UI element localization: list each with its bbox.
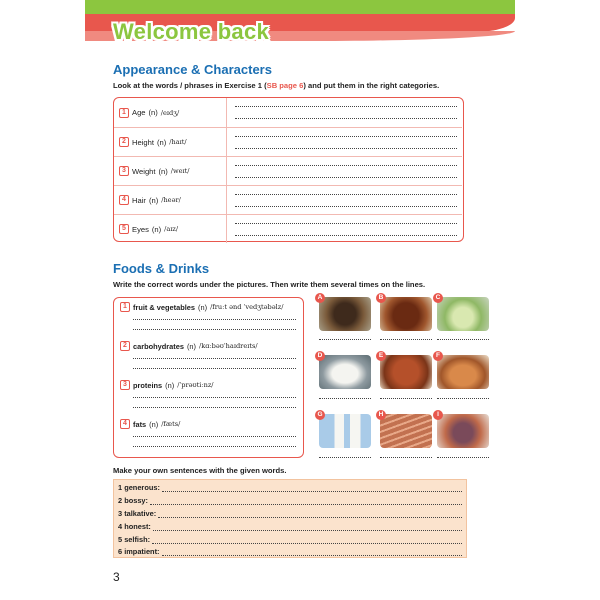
sentence-line[interactable]: 1 generous: (118, 483, 462, 492)
picture-answer-line[interactable] (319, 398, 371, 399)
picture-label-e: E (376, 351, 386, 361)
picture-label-a: A (315, 293, 325, 303)
picture-label-g: G (315, 410, 325, 420)
picture-answer-line[interactable] (437, 398, 489, 399)
food-picture-h (380, 414, 432, 448)
appearance-section-title: Appearance & Characters (113, 62, 272, 77)
appearance-table (113, 97, 464, 242)
sb-page-reference: SB page 6 (266, 81, 304, 90)
food-item: 4 fats (n) /fæts/ (120, 419, 180, 429)
answer-line[interactable] (235, 136, 457, 137)
picture-answer-line[interactable] (319, 457, 371, 458)
sentences-instruction: Make your own sentences with the given words. (113, 466, 287, 475)
page-number: 3 (113, 570, 120, 584)
food-picture-c (437, 297, 489, 331)
category-cell: 2 Height (n) /haɪt/ (114, 128, 227, 156)
sentence-line[interactable]: 2 bossy: (118, 496, 462, 505)
picture-answer-line[interactable] (380, 339, 432, 340)
picture-label-h: H (376, 410, 386, 420)
category-cell: 1 Age (n) /eɪdʒ/ (114, 98, 227, 127)
answer-line[interactable] (235, 165, 457, 166)
answer-line[interactable] (133, 436, 296, 437)
answer-line[interactable] (133, 329, 296, 330)
answer-line[interactable] (133, 407, 296, 408)
picture-answer-line[interactable] (437, 339, 489, 340)
food-words-box (113, 297, 304, 458)
table-row (114, 214, 462, 243)
sentence-line[interactable]: 5 selfish: (118, 535, 462, 544)
foods-section-title: Foods & Drinks (113, 261, 210, 276)
picture-label-c: C (433, 293, 443, 303)
sentence-line[interactable]: 3 talkative: (118, 509, 462, 518)
answer-line[interactable] (235, 148, 457, 149)
category-cell: 3 Weight (n) /weɪt/ (114, 157, 227, 185)
table-row (114, 185, 462, 214)
table-row (114, 98, 462, 127)
answer-line[interactable] (133, 397, 296, 398)
food-picture-b (380, 297, 432, 331)
picture-label-i: I (433, 410, 443, 420)
answer-line[interactable] (235, 118, 457, 119)
food-item: 3 proteins (n) /ˈprəʊtiːnz/ (120, 380, 214, 390)
foods-instruction: Write the correct words under the pictures. Then write them several times on the lines. (113, 280, 426, 289)
answer-line[interactable] (235, 194, 457, 195)
picture-answer-line[interactable] (319, 339, 371, 340)
appearance-instruction: Look at the words / phrases in Exercise 1 (SB page 6) and put them in the right categories. (113, 81, 440, 90)
sentences-box (113, 479, 467, 558)
category-cell: 4 Hair (n) /heər/ (114, 186, 227, 214)
answer-line[interactable] (133, 446, 296, 447)
food-picture-g (319, 414, 371, 448)
answer-line[interactable] (235, 223, 457, 224)
food-item: 1 fruit & vegetables (n) /fruːt ənd ˈvedʒtəbəlz/ (120, 302, 283, 312)
picture-label-f: F (433, 351, 443, 361)
answer-line[interactable] (133, 358, 296, 359)
food-item: 2 carbohydrates (n) /kɑːbəʊˈhaɪdreɪts/ (120, 341, 258, 351)
sentence-line[interactable]: 4 honest: (118, 522, 462, 531)
food-picture-e (380, 355, 432, 389)
unit-title: Welcome back (113, 19, 270, 44)
answer-line[interactable] (235, 206, 457, 207)
picture-label-b: B (376, 293, 386, 303)
sentence-line[interactable]: 6 impatient: (118, 547, 462, 556)
category-cell: 5 Eyes (n) /aɪz/ (114, 215, 227, 243)
picture-answer-line[interactable] (380, 398, 432, 399)
picture-answer-line[interactable] (380, 457, 432, 458)
table-row (114, 127, 462, 156)
table-row (114, 156, 462, 185)
answer-line[interactable] (133, 319, 296, 320)
food-picture-f (437, 355, 489, 389)
answer-line[interactable] (133, 368, 296, 369)
food-picture-a (319, 297, 371, 331)
picture-answer-line[interactable] (437, 457, 489, 458)
answer-line[interactable] (235, 106, 457, 107)
answer-line[interactable] (235, 235, 457, 236)
answer-line[interactable] (235, 177, 457, 178)
food-picture-d (319, 355, 371, 389)
food-picture-i (437, 414, 489, 448)
picture-label-d: D (315, 351, 325, 361)
